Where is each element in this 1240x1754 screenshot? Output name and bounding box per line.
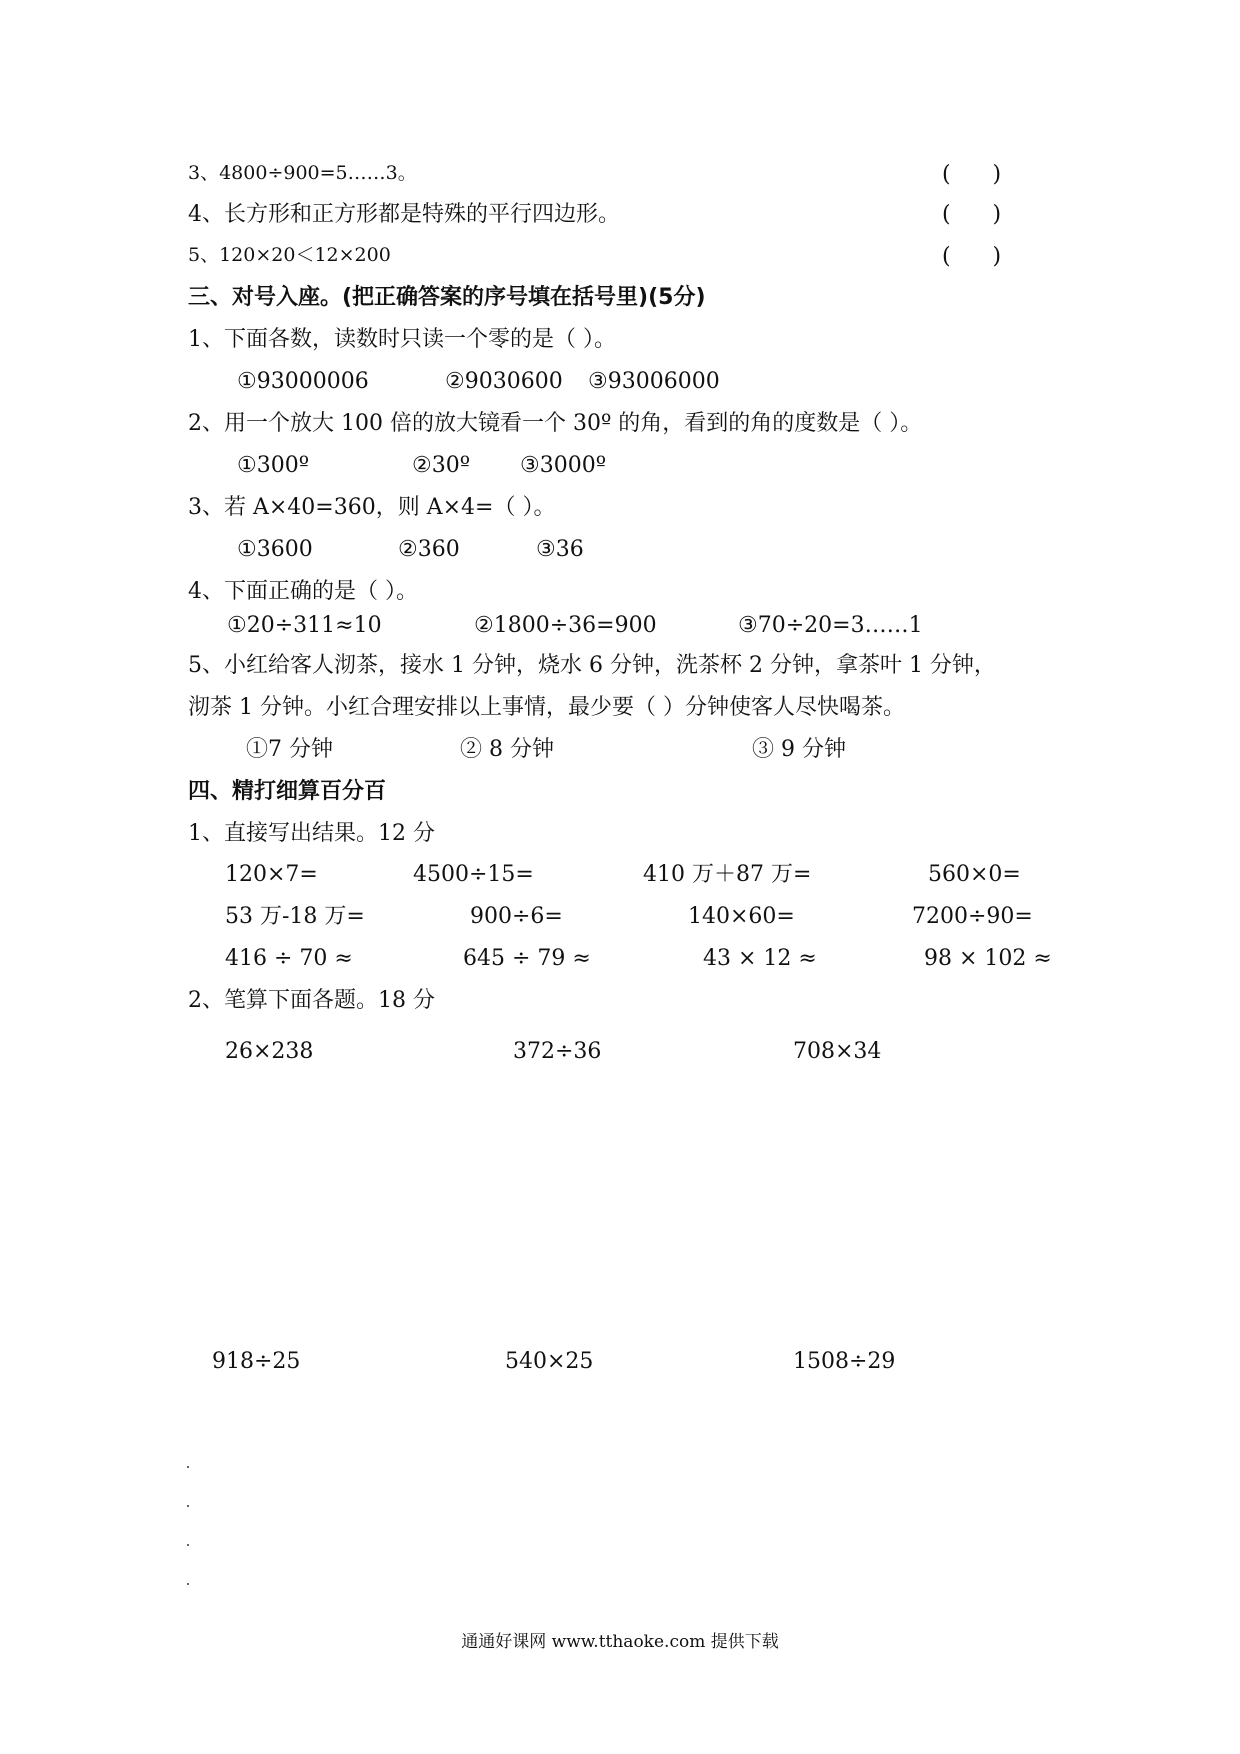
calc-1-1: 120×7= bbox=[225, 862, 318, 887]
q3-option-2: ②360 bbox=[398, 537, 460, 562]
written-1-2: 372÷36 bbox=[513, 1039, 602, 1064]
margin-mark bbox=[187, 1583, 189, 1585]
calc-1-3: 410 万＋87 万= bbox=[643, 862, 812, 887]
section3-q2: 2、用一个放大 100 倍的放大镜看一个 30º 的角，看到的角的度数是（ ）。 bbox=[188, 411, 923, 436]
calc-2-2: 900÷6= bbox=[470, 904, 563, 929]
answer-paren-3[interactable]: ( ) bbox=[942, 162, 1002, 187]
calc-3-4: 98 × 102 ≈ bbox=[924, 946, 1052, 971]
section4-heading: 四、精打细算百分百 bbox=[188, 779, 387, 804]
q2-option-3: ③3000º bbox=[520, 453, 607, 478]
q4-option-3: ③70÷20=3……1 bbox=[738, 613, 923, 638]
q5-option-1: ①7 分钟 bbox=[246, 737, 333, 762]
q2-option-1: ①300º bbox=[237, 453, 310, 478]
q5-option-2: ② 8 分钟 bbox=[460, 737, 554, 762]
answer-paren-5[interactable]: ( ) bbox=[942, 244, 1002, 269]
q1-option-3: ③93006000 bbox=[588, 369, 720, 394]
written-1-1: 26×238 bbox=[225, 1039, 314, 1064]
written-2-1: 918÷25 bbox=[212, 1349, 301, 1374]
calc-3-3: 43 × 12 ≈ bbox=[703, 946, 817, 971]
answer-paren-4[interactable]: ( ) bbox=[942, 202, 1002, 227]
judge-item-4: 4、长方形和正方形都是特殊的平行四边形。 bbox=[188, 202, 620, 227]
q4-option-2: ②1800÷36=900 bbox=[474, 613, 657, 638]
section3-q3: 3、若 A×40=360，则 A×4=（ ）。 bbox=[188, 495, 556, 520]
written-2-3: 1508÷29 bbox=[793, 1349, 896, 1374]
q1-option-2: ②9030600 bbox=[445, 369, 563, 394]
written-2-2: 540×25 bbox=[505, 1349, 594, 1374]
section4-q2-title: 2、笔算下面各题。18 分 bbox=[188, 988, 435, 1013]
q3-option-1: ①3600 bbox=[237, 537, 313, 562]
calc-1-4: 560×0= bbox=[928, 862, 1021, 887]
written-1-3: 708×34 bbox=[793, 1039, 882, 1064]
margin-mark bbox=[187, 1466, 189, 1468]
page-footer: 通通好课网 www.tthaoke.com 提供下载 bbox=[461, 1632, 779, 1652]
calc-3-2: 645 ÷ 79 ≈ bbox=[463, 946, 591, 971]
section3-q5-line1: 5、小红给客人沏茶，接水 1 分钟，烧水 6 分钟，洗茶杯 2 分钟，拿茶叶 1 分钟， bbox=[188, 653, 996, 678]
judge-item-3: 3、4800÷900=5……3。 bbox=[188, 162, 417, 184]
margin-mark bbox=[187, 1544, 189, 1546]
q4-option-1: ①20÷311≈10 bbox=[227, 613, 382, 638]
judge-item-5: 5、120×20＜12×200 bbox=[188, 244, 391, 266]
section3-heading: 三、对号入座。(把正确答案的序号填在括号里)(5分) bbox=[188, 285, 706, 310]
margin-mark bbox=[187, 1505, 189, 1507]
section4-q1-title: 1、直接写出结果。12 分 bbox=[188, 821, 435, 846]
q5-option-3: ③ 9 分钟 bbox=[752, 737, 846, 762]
q3-option-3: ③36 bbox=[536, 537, 584, 562]
section3-q4: 4、下面正确的是（ ）。 bbox=[188, 579, 418, 604]
section3-q5-line2: 沏茶 1 分钟。小红合理安排以上事情，最少要（ ）分钟使客人尽快喝茶。 bbox=[188, 695, 905, 720]
calc-1-2: 4500÷15= bbox=[413, 862, 534, 887]
q1-option-1: ①93000006 bbox=[237, 369, 369, 394]
calc-2-1: 53 万-18 万= bbox=[225, 904, 365, 929]
calc-3-1: 416 ÷ 70 ≈ bbox=[225, 946, 353, 971]
calc-2-4: 7200÷90= bbox=[912, 904, 1033, 929]
calc-2-3: 140×60= bbox=[688, 904, 795, 929]
q2-option-2: ②30º bbox=[412, 453, 471, 478]
section3-q1: 1、下面各数，读数时只读一个零的是（ ）。 bbox=[188, 327, 616, 352]
